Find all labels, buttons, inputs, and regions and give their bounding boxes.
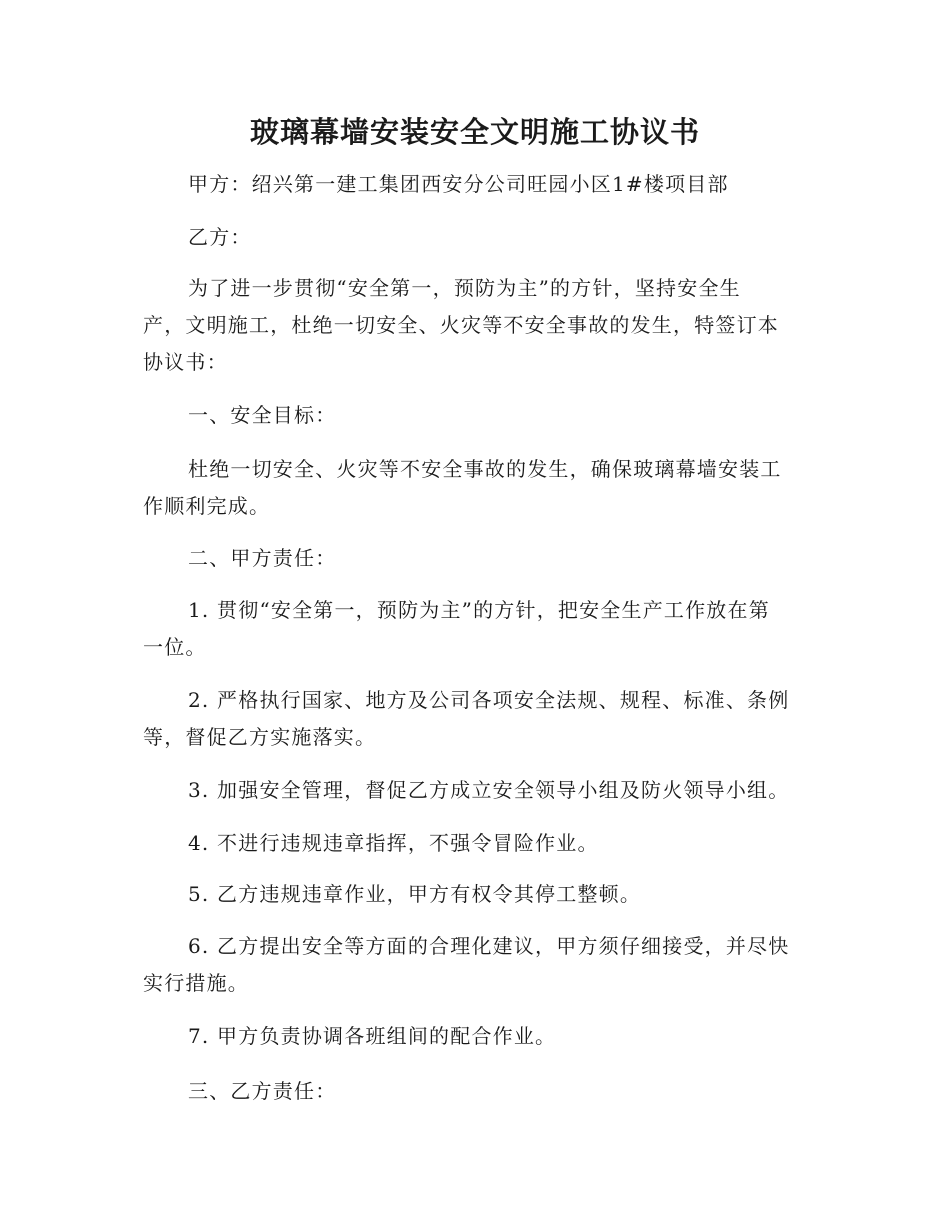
section2-heading: 二、甲方责任：	[188, 546, 337, 570]
section3-heading: 三、乙方责任：	[188, 1079, 337, 1103]
list-item-3: 3. 加强安全管理，督促乙方成立安全领导小组及防火领导小组。	[188, 778, 790, 802]
list-item-5: 5. 乙方违规违章作业，甲方有权令其停工整顿。	[188, 882, 642, 906]
intro-paragraph	[143, 270, 813, 381]
intro-line-3: 协议书：	[143, 350, 228, 374]
list-item-4: 4. 不进行违规违章指挥，不强令冒险作业。	[188, 831, 599, 855]
document-title: 玻璃幕墙安装安全文明施工协议书	[249, 115, 700, 149]
list-item-1-line-2: 一位。	[143, 635, 207, 659]
list-item-2-line-2: 等，督促乙方实施落实。	[143, 725, 377, 749]
party-b-line: 乙方：	[188, 225, 252, 249]
list-item-1-line-1: 1. 贯彻“安全第一，预防为主”的方针，把安全生产工作放在第	[188, 598, 770, 622]
party-a-line: 甲方：绍兴第一建工集团西安分公司旺园小区1#楼项目部	[188, 172, 729, 196]
list-item-1	[143, 592, 813, 666]
section1-body-line-2: 作顺利完成。	[143, 494, 271, 518]
section1-body	[143, 451, 813, 525]
list-item-2-line-1: 2. 严格执行国家、地方及公司各项安全法规、规程、标准、条例	[188, 688, 790, 712]
list-item-6-line-1: 6. 乙方提出安全等方面的合理化建议，甲方须仔细接受，并尽快	[188, 934, 790, 958]
list-item-7: 7. 甲方负责协调各班组间的配合作业。	[188, 1024, 557, 1048]
list-item-2	[143, 682, 813, 756]
list-item-6	[143, 928, 813, 1002]
section1-body-line-1: 杜绝一切安全、火灾等不安全事故的发生，确保玻璃幕墙安装工	[188, 457, 782, 481]
list-item-6-line-2: 实行措施。	[143, 971, 249, 995]
intro-line-1: 为了进一步贯彻“安全第一，预防为主”的方针，坚持安全生	[188, 276, 741, 300]
intro-line-2: 产，文明施工，杜绝一切安全、火灾等不安全事故的发生，特签订本	[143, 313, 779, 337]
section1-heading: 一、安全目标：	[188, 403, 337, 427]
